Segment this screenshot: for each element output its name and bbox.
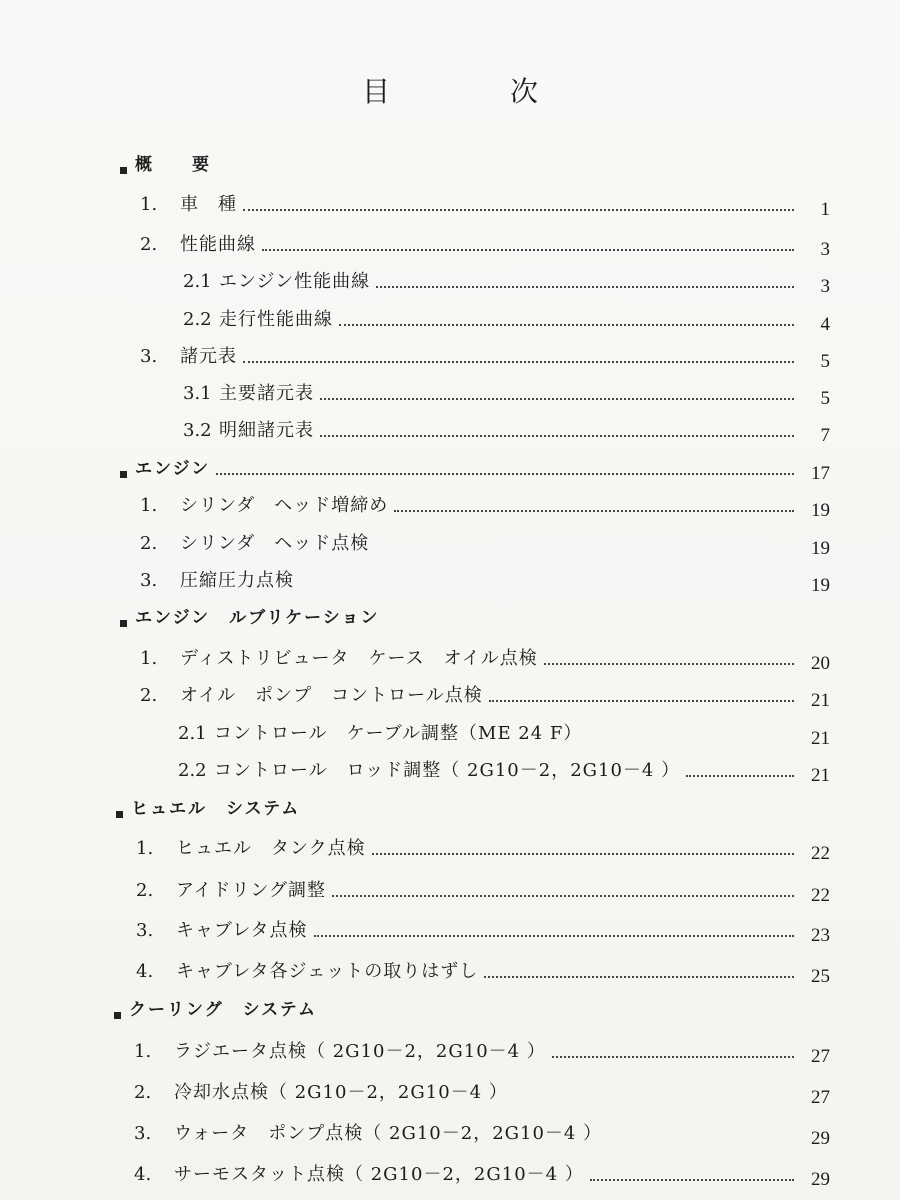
toc-entry [140, 487, 830, 521]
dot-leader [243, 209, 794, 211]
section-heading [114, 991, 830, 1021]
entry-page-number: 22 [811, 885, 830, 906]
entry-number: 2. [136, 880, 154, 901]
entry-number: 3.2 [183, 420, 212, 441]
entry-page-number: 27 [811, 1046, 830, 1067]
entry-number: 2. [140, 234, 158, 255]
toc-entry [136, 872, 830, 906]
entry-label: ヒュエル タンク点検 [176, 838, 366, 859]
toc-entry [134, 1115, 830, 1149]
entry-number: 1. [140, 194, 158, 215]
entry-number: 2. [140, 533, 158, 554]
entry-label: オイル ポンプ コントロール点検 [180, 685, 483, 706]
entry-label: 明細諸元表 [219, 420, 314, 441]
toc-subentry [178, 715, 830, 749]
entry-page-number: 29 [811, 1169, 830, 1190]
entry-number: 3. [136, 920, 154, 941]
entry-label: コントロール ロッド調整（ 2G10－2，2G10－4 ） [214, 760, 681, 781]
dot-leader [484, 976, 794, 978]
entry-label: コントロール ケーブル調整（ME 24 F） [214, 723, 583, 744]
entry-page-number: 20 [811, 653, 830, 674]
entry-label: アイドリング調整 [176, 880, 327, 901]
dot-leader [262, 249, 794, 251]
entry-label: ディストリビュータ ケース オイル点検 [180, 648, 538, 669]
toc-entry [140, 226, 830, 260]
entry-page-number: 29 [811, 1128, 830, 1149]
dot-leader [216, 473, 794, 475]
square-bullet-icon [120, 167, 127, 174]
entry-number: 3. [140, 570, 158, 591]
entry-page-number: 3 [820, 239, 830, 260]
entry-number: 4. [134, 1164, 152, 1185]
toc-entry [134, 1156, 830, 1190]
dot-leader [552, 1056, 794, 1058]
entry-number: 1. [136, 838, 154, 859]
entry-label: シリンダ ヘッド点検 [180, 533, 370, 554]
entry-label: 圧縮圧力点検 [180, 570, 294, 591]
toc-subentry [183, 375, 830, 409]
entry-label: ラジエータ点検（ 2G10－2，2G10－4 ） [174, 1041, 546, 1062]
section-heading-label: クーリング システム [129, 1000, 317, 1020]
entry-page-number: 7 [820, 425, 830, 446]
entry-number: 2.2 [183, 309, 212, 330]
toc-entry [140, 186, 830, 220]
dot-leader [320, 398, 794, 400]
entry-page-number: 23 [811, 925, 830, 946]
entry-number: 1. [140, 648, 158, 669]
entry-label: シリンダ ヘッド増締め [180, 495, 389, 516]
toc-entry [140, 677, 830, 711]
square-bullet-icon [120, 471, 127, 478]
page-title: 目 次 [361, 75, 584, 108]
square-bullet-icon [120, 620, 127, 627]
entry-page-number: 22 [811, 843, 830, 864]
toc-entry [134, 1074, 830, 1108]
section-heading [120, 599, 830, 629]
dot-leader [394, 510, 794, 512]
toc-entry [136, 830, 830, 864]
section-heading [120, 146, 830, 176]
toc-entry [140, 562, 830, 596]
entry-number: 2.1 [183, 271, 212, 292]
entry-label: 主要諸元表 [219, 383, 314, 404]
entry-number: 3.1 [183, 383, 212, 404]
toc-entry [136, 953, 830, 987]
entry-page-number: 19 [811, 538, 830, 559]
square-bullet-icon [114, 1012, 121, 1019]
dot-leader [314, 935, 794, 937]
entry-page-number: 5 [820, 351, 830, 372]
entry-label: 走行性能曲線 [219, 309, 333, 330]
entry-page-number: 19 [811, 575, 830, 596]
toc-entry [136, 912, 830, 946]
toc-entry [140, 338, 830, 372]
section-heading-label: ヒュエル システム [131, 799, 301, 819]
entry-page-number: 21 [811, 728, 830, 749]
entry-page-number: 5 [820, 388, 830, 409]
toc-subentry [183, 263, 830, 297]
entry-page-number: 27 [811, 1087, 830, 1108]
entry-label: サーモスタット点検（ 2G10－2，2G10－4 ） [174, 1164, 584, 1185]
entry-number: 2.2 [178, 760, 207, 781]
entry-page-number: 1 [820, 199, 830, 220]
entry-number: 2. [140, 685, 158, 706]
entry-label: 冷却水点検（ 2G10－2，2G10－4 ） [174, 1082, 508, 1103]
section-heading-label: エンジン [135, 459, 211, 479]
entry-page-number: 21 [811, 765, 830, 786]
dot-leader [339, 324, 794, 326]
entry-number: 2. [134, 1082, 152, 1103]
entry-page-number: 21 [811, 690, 830, 711]
entry-number: 3. [140, 346, 158, 367]
entry-page-number: 19 [811, 500, 830, 521]
dot-leader [372, 853, 794, 855]
entry-number: 2.1 [178, 723, 207, 744]
entry-label: エンジン性能曲線 [219, 271, 371, 292]
entry-number: 4. [136, 961, 154, 982]
toc-entry [134, 1033, 830, 1067]
entry-label: ウォータ ポンプ点検（ 2G10－2，2G10－4 ） [174, 1123, 603, 1144]
dot-leader [489, 700, 794, 702]
section-heading-label: 概 要 [135, 155, 211, 175]
entry-label: 性能曲線 [180, 234, 256, 255]
dot-leader [332, 895, 794, 897]
dot-leader [686, 775, 794, 777]
toc-subentry [178, 752, 830, 786]
section-heading [116, 790, 830, 820]
dot-leader [320, 435, 794, 437]
toc-entry [140, 525, 830, 559]
entry-label: 車 種 [180, 194, 237, 215]
toc-subentry [183, 412, 830, 446]
dot-leader [243, 361, 794, 363]
dot-leader [376, 286, 794, 288]
toc-subentry [183, 301, 830, 335]
entry-label: キャブレタ各ジェットの取りはずし [176, 961, 479, 982]
square-bullet-icon [116, 811, 123, 818]
dot-leader [544, 663, 794, 665]
entry-label: 諸元表 [180, 346, 237, 367]
section-heading [120, 450, 830, 484]
dot-leader [590, 1179, 794, 1181]
entry-label: キャブレタ点検 [176, 920, 308, 941]
toc-entry [140, 640, 830, 674]
entry-number: 1. [134, 1041, 152, 1062]
section-page-number: 17 [811, 463, 830, 484]
entry-page-number: 25 [811, 966, 830, 987]
entry-page-number: 4 [820, 314, 830, 335]
entry-number: 1. [140, 495, 158, 516]
entry-number: 3. [134, 1123, 152, 1144]
entry-page-number: 3 [820, 276, 830, 297]
section-heading-label: エンジン ルブリケーション [135, 608, 380, 628]
